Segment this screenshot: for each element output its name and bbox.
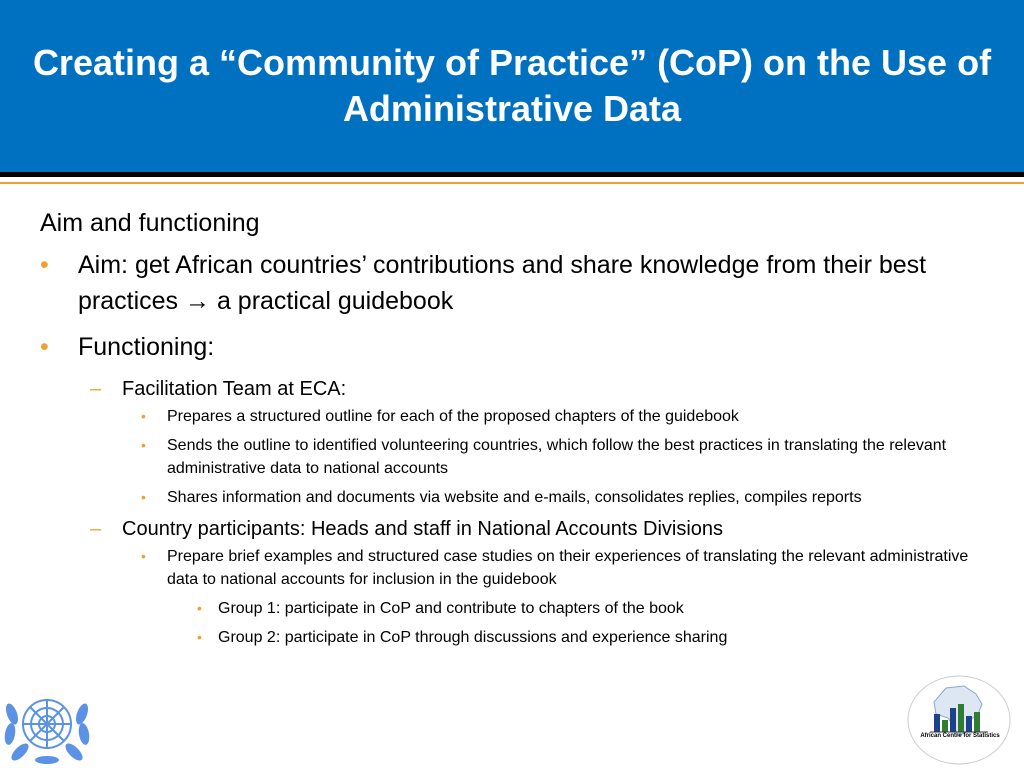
slide-title: Creating a “Community of Practice” (CoP) on the Use of Administrative Data (32, 42, 992, 129)
facilitation-team-item (40, 375, 1000, 403)
country-participants-item (40, 515, 1000, 543)
bullet-dot-icon: • (141, 489, 146, 505)
list-item (40, 626, 1000, 649)
un-emblem-icon (2, 684, 92, 768)
country-item: Prepare brief examples and structured case studies on their experiences of translating the relevant administrative data to national accounts for inclusion in the guidebook (167, 548, 969, 588)
facilitation-item-3: Shares information and documents via website and e-mails, consolidates replies, compiles reports (167, 489, 862, 506)
arrow-icon: → (185, 287, 210, 315)
title-divider-gold (0, 182, 1024, 184)
list-item (40, 405, 1000, 428)
dash-icon: – (90, 518, 102, 540)
facilitation-item-2: Sends the outline to identified volunteering countries, which follow the best practices in translating the relevant administrative data to national accounts (167, 437, 947, 477)
acs-logo-text: African Centre for Statistics (920, 733, 1000, 739)
country-label: Country participants: Heads and staff in National Accounts Divisions (122, 518, 724, 540)
dash-icon: – (90, 378, 102, 400)
aim-text: Aim: get African countries’ contributions and share knowledge from their best practices (78, 251, 927, 315)
bullet-dot-icon: • (141, 408, 146, 424)
section-heading: Aim and functioning (40, 209, 260, 237)
title-divider-black (0, 172, 1024, 177)
group-1: Group 1: participate in CoP and contribute to chapters of the book (218, 600, 684, 617)
aim-text-end: a practical guidebook (216, 287, 454, 315)
list-item (40, 434, 1000, 480)
group-2: Group 2: participate in CoP through discussions and experience sharing (218, 629, 728, 646)
bullet-dot-icon: • (197, 600, 202, 616)
bullet-dot-icon: • (141, 548, 146, 564)
bullet-dot-icon: • (40, 333, 49, 361)
list-item (40, 486, 1000, 509)
aim-bullet (40, 247, 1000, 319)
facilitation-label: Facilitation Team at ECA: (122, 378, 347, 400)
facilitation-item-1: Prepares a structured outline for each of the proposed chapters of the guidebook (167, 408, 739, 425)
acs-logo-icon (906, 674, 1012, 766)
list-item (40, 597, 1000, 620)
functioning-bullet (40, 329, 1000, 365)
slide-content (40, 205, 1000, 655)
title-bar (0, 0, 1024, 172)
bullet-dot-icon: • (40, 251, 49, 279)
list-item (40, 545, 1000, 591)
functioning-text: Functioning: (78, 333, 215, 361)
bullet-dot-icon: • (141, 437, 146, 453)
bullet-dot-icon: • (197, 629, 202, 645)
